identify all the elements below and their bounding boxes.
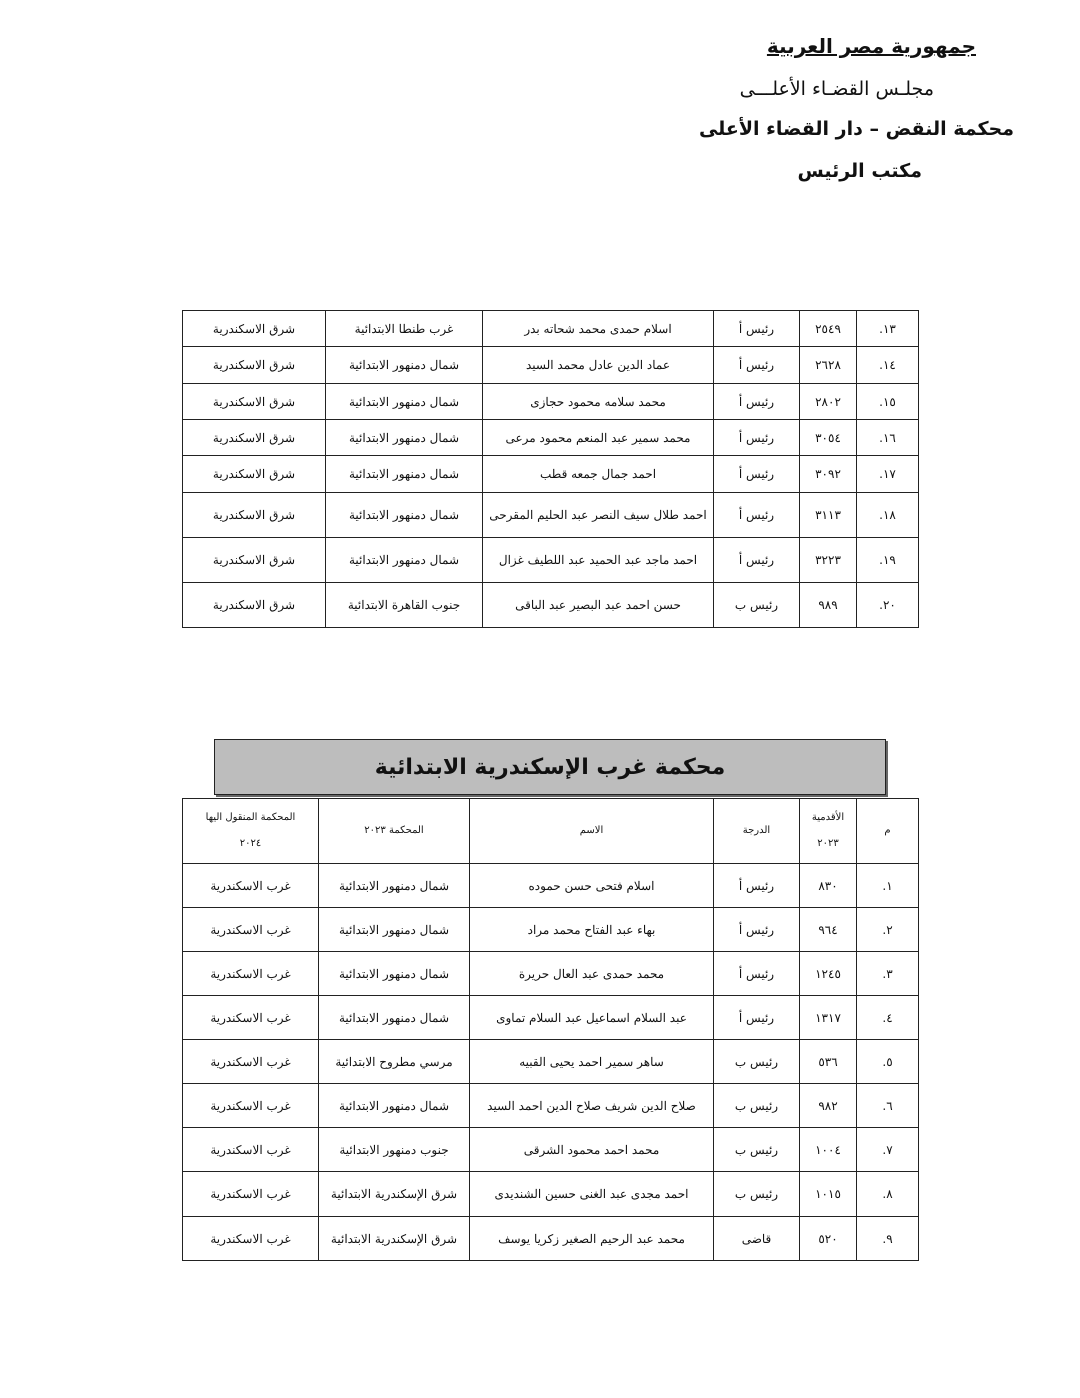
seniority-cell: ١٣١٧ [800, 996, 857, 1040]
court-2024-cell: شرق الاسكندرية [183, 538, 326, 583]
court-2023-cell: جنوب القاهرة الابتدائية [326, 583, 483, 628]
table-row [183, 456, 919, 493]
row-number: ١٨. [857, 493, 919, 538]
row-number: ١٤. [857, 347, 919, 384]
grade-cell: رئيس أ [714, 384, 800, 420]
seniority-cell: ٩٨٩ [800, 583, 857, 628]
court-2024-cell: شرق الاسكندرية [183, 311, 326, 347]
seniority-cell: ٢٦٢٨ [800, 347, 857, 384]
court-2023-cell: شمال دمنهور الابتدائية [326, 493, 483, 538]
seniority-cell: ٥٢٠ [800, 1217, 857, 1261]
court-2023-cell: شمال دمنهور الابتدائية [326, 420, 483, 456]
row-number: ٣. [857, 952, 919, 996]
court-2024-cell: غرب الاسكندرية [183, 952, 319, 996]
row-number: ١٣. [857, 311, 919, 347]
name-cell: صلاح الدين شريف صلاح الدين احمد السيد [470, 1084, 714, 1128]
name-cell: ساهر سمير احمد يحيى القبيه [470, 1040, 714, 1084]
name-cell: محمد سلامه محمود حجازى [483, 384, 714, 420]
court-2024-cell: غرب الاسكندرية [183, 1172, 319, 1217]
grade-cell: رئيس أ [714, 952, 800, 996]
header-court-2024-label: المحكمة المنقول اليها [205, 812, 296, 823]
grade-cell: قاضى [714, 1217, 800, 1261]
row-number: ٥. [857, 1040, 919, 1084]
seniority-cell: ٥٣٦ [800, 1040, 857, 1084]
seniority-cell: ٢٥٤٩ [800, 311, 857, 347]
header-republic: جمهورية مصر العربية [766, 34, 976, 58]
table-row [183, 996, 919, 1040]
court-2023-cell: مرسي مطروح الابتدائية [319, 1040, 470, 1084]
court-2023-cell: شمال دمنهور الابتدائية [319, 996, 470, 1040]
grade-cell: رئيس أ [714, 908, 800, 952]
header-court-2023: المحكمة ٢٠٢٣ [319, 799, 470, 864]
header-court-2024 [183, 799, 319, 864]
court-2023-cell: شمال دمنهور الابتدائية [319, 1084, 470, 1128]
court-2023-cell: شرق الإسكندرية الابتدائية [319, 1172, 470, 1217]
court-2024-cell: غرب الاسكندرية [183, 1217, 319, 1261]
grade-cell: رئيس ب [714, 583, 800, 628]
grade-cell: رئيس أ [714, 864, 800, 908]
row-number: ١٧. [857, 456, 919, 493]
name-cell: احمد جمال جمعه قطب [483, 456, 714, 493]
name-cell: عماد الدين عادل محمد السيد [483, 347, 714, 384]
grade-cell: رئيس ب [714, 1084, 800, 1128]
grade-cell: رئيس أ [714, 347, 800, 384]
court-2023-cell: شمال دمنهور الابتدائية [319, 908, 470, 952]
table-header-row [183, 799, 919, 864]
court-2024-cell: شرق الاسكندرية [183, 347, 326, 384]
row-number: ١٥. [857, 384, 919, 420]
transfer-table-west-alexandria [182, 798, 919, 1261]
seniority-cell: ٣١١٣ [800, 493, 857, 538]
seniority-cell: ١٠١٥ [800, 1172, 857, 1217]
seniority-cell: ٢٨٠٢ [800, 384, 857, 420]
grade-cell: رئيس ب [714, 1172, 800, 1217]
name-cell: بهاء عبد الفتاح محمد مراد [470, 908, 714, 952]
row-number: ٤. [857, 996, 919, 1040]
court-2024-cell: غرب الاسكندرية [183, 864, 319, 908]
name-cell: احمد مجدى عبد الغنى حسين الشنديدى [470, 1172, 714, 1217]
seniority-cell: ١٠٠٤ [800, 1128, 857, 1172]
name-cell: اسلام فتحى حسن حموده [470, 864, 714, 908]
table-row [183, 952, 919, 996]
table-row [183, 538, 919, 583]
court-2024-cell: شرق الاسكندرية [183, 384, 326, 420]
row-number: ٢. [857, 908, 919, 952]
row-number: ١٩. [857, 538, 919, 583]
header-court: محكمة النقض – دار القضاء الأعلى [698, 118, 1014, 140]
seniority-cell: ٣٠٩٢ [800, 456, 857, 493]
name-cell: احمد ماجد عبد الحميد عبد اللطيف غزال [483, 538, 714, 583]
table-row [183, 1128, 919, 1172]
court-section-banner: محكمة غرب الإسكندرية الابتدائية [214, 739, 886, 795]
transfer-table-continued [182, 310, 919, 628]
court-2024-cell: غرب الاسكندرية [183, 1084, 319, 1128]
seniority-cell: ٩٦٤ [800, 908, 857, 952]
court-2023-cell: شمال دمنهور الابتدائية [326, 384, 483, 420]
court-2023-cell: غرب طنطا الابتدائية [326, 311, 483, 347]
header-seniority [800, 799, 857, 864]
name-cell: اسلام حمدى محمد شحاته بدر [483, 311, 714, 347]
name-cell: محمد حمدى عبد العال حريرة [470, 952, 714, 996]
table-row [183, 347, 919, 384]
row-number: ٧. [857, 1128, 919, 1172]
court-2023-cell: جنوب دمنهور الابتدائية [319, 1128, 470, 1172]
row-number: ٦. [857, 1084, 919, 1128]
name-cell: حسن احمد عبد البصير عبد الباقى [483, 583, 714, 628]
court-2024-cell: غرب الاسكندرية [183, 1040, 319, 1084]
header-office: مكتب الرئيس [797, 160, 922, 182]
seniority-cell: ١٢٤٥ [800, 952, 857, 996]
row-number: ١. [857, 864, 919, 908]
table-row [183, 420, 919, 456]
row-number: ٩. [857, 1217, 919, 1261]
row-number: ٢٠. [857, 583, 919, 628]
court-2023-cell: شمال دمنهور الابتدائية [326, 538, 483, 583]
header-grade: الدرجة [714, 799, 800, 864]
seniority-cell: ٣٠٥٤ [800, 420, 857, 456]
grade-cell: رئيس أ [714, 420, 800, 456]
table-row [183, 908, 919, 952]
table-row [183, 864, 919, 908]
grade-cell: رئيس أ [714, 538, 800, 583]
table-row [183, 311, 919, 347]
grade-cell: رئيس ب [714, 1040, 800, 1084]
header-seniority-year: ٢٠٢٣ [817, 838, 839, 849]
grade-cell: رئيس أ [714, 456, 800, 493]
court-2023-cell: شمال دمنهور الابتدائية [319, 952, 470, 996]
seniority-cell: ٨٣٠ [800, 864, 857, 908]
grade-cell: رئيس أ [714, 493, 800, 538]
name-cell: محمد عبد الرحيم الصغير زكريا يوسف [470, 1217, 714, 1261]
table-row [183, 1217, 919, 1261]
table-row [183, 1172, 919, 1217]
name-cell: محمد احمد محمود الشرقى [470, 1128, 714, 1172]
court-2024-cell: غرب الاسكندرية [183, 996, 319, 1040]
court-2024-cell: شرق الاسكندرية [183, 456, 326, 493]
grade-cell: رئيس أ [714, 311, 800, 347]
court-2024-cell: غرب الاسكندرية [183, 1128, 319, 1172]
header-name: الاسم [470, 799, 714, 864]
seniority-cell: ٣٢٢٣ [800, 538, 857, 583]
row-number: ١٦. [857, 420, 919, 456]
court-2024-cell: غرب الاسكندرية [183, 908, 319, 952]
table-row [183, 1084, 919, 1128]
table-row [183, 1040, 919, 1084]
name-cell: عبد السلام اسماعيل عبد السلام تماوى [470, 996, 714, 1040]
header-no: م [857, 799, 919, 864]
name-cell: محمد سمير عبد المنعم محمود مرعى [483, 420, 714, 456]
table-row [183, 493, 919, 538]
grade-cell: رئيس ب [714, 1128, 800, 1172]
row-number: ٨. [857, 1172, 919, 1217]
court-2023-cell: شمال دمنهور الابتدائية [319, 864, 470, 908]
court-2023-cell: شمال دمنهور الابتدائية [326, 456, 483, 493]
table-row [183, 384, 919, 420]
court-2024-cell: شرق الاسكندرية [183, 420, 326, 456]
header-council: مجلـس القضـاء الأعلـــى [739, 78, 934, 100]
seniority-cell: ٩٨٢ [800, 1084, 857, 1128]
court-2024-cell: شرق الاسكندرية [183, 583, 326, 628]
header-court-2024-year: ٢٠٢٤ [239, 838, 262, 849]
name-cell: احمد طلال سيف النصر عبد الحليم المقرحى [483, 493, 714, 538]
court-2023-cell: شمال دمنهور الابتدائية [326, 347, 483, 384]
court-2023-cell: شرق الإسكندرية الابتدائية [319, 1217, 470, 1261]
header-seniority-label: الأقدمية [811, 812, 845, 823]
grade-cell: رئيس أ [714, 996, 800, 1040]
table-row [183, 583, 919, 628]
court-2024-cell: شرق الاسكندرية [183, 493, 326, 538]
